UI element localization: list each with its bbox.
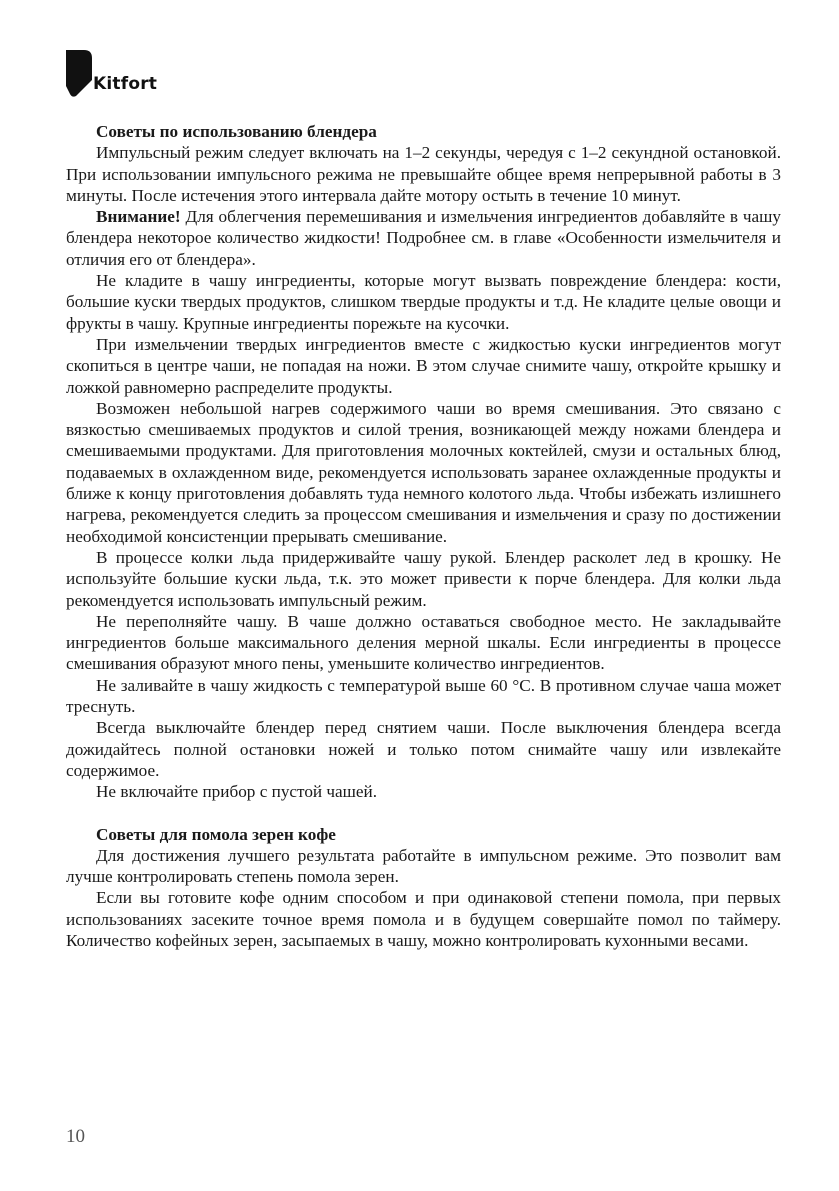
section-title: Советы для помола зерен кофе (96, 824, 336, 844)
warning-label: Внимание! (96, 207, 181, 227)
page-number: 10 (66, 1126, 85, 1147)
section-spacer (66, 803, 781, 824)
paragraph: Для достижения лучшего результата работайте в импульсном режиме. Это позволит вам лучше контролировать степень помола зерен. (66, 845, 781, 887)
paragraph: Импульсный режим следует включать на 1–2 секунды, чередуя с 1–2 секундной остановкой. При использовании импульсного режима не превышайте общее время непрерывной работы в 3 минуты. После истечения этого интервала дайте мотору остыть в течение 10 минут. (66, 143, 781, 205)
kitfort-logo (66, 50, 186, 100)
paragraph: При измельчении твердых ингредиентов вместе с жидкостью куски ингредиентов могут скопиться в центре чаши, не попадая на ножи. В этом случае снимите чашу, откройте крышку и ложкой равномерно распределите продукты. (66, 334, 781, 397)
paragraph: Если вы готовите кофе одним способом и при одинаковой степени помола, при первых использованиях засеките точное время помола и в будущем совершайте помол по таймеру. Количество кофейных зерен, засыпаемых в чашу, можно контролировать кухонными весами. (66, 888, 781, 950)
paragraph-warning (66, 206, 781, 270)
paragraph: Не переполняйте чашу. В чаше должно оставаться свободное место. Не закладывайте ингредиентов больше максимального деления мерной шкалы. Если ингредиенты в процессе смешивания образуют много пены, уменьшите количество ингредиентов. (66, 611, 781, 674)
paragraph: Всегда выключайте блендер перед снятием чаши. После выключения блендера всегда дожидайтесь полной остановки ножей и только потом снимайте чашу или извлекайте содержимое. (66, 718, 781, 780)
kitfort-logo-mark-icon (66, 50, 92, 98)
warning-text: Для облегчения перемешивания и измельчения ингредиентов добавляйте в чашу блендера некоторое количество жидкости! Подробнее см. в главе «Особенности измельчителя и отличия его от блендера». (66, 207, 781, 269)
paragraph: Не включайте прибор с пустой чашей. (96, 782, 378, 802)
section-title: Советы по использованию блендера (96, 122, 377, 141)
document-body (66, 121, 781, 951)
paragraph: Не заливайте в чашу жидкость с температурой выше 60 °С. В противном случае чаша может треснуть. (66, 675, 781, 717)
brand-name: Kitfort (93, 74, 158, 94)
section-blender-tips (66, 121, 781, 803)
section-coffee-tips (66, 824, 781, 952)
paragraph: Возможен небольшой нагрев содержимого чаши во время смешивания. Это связано с вязкостью смешиваемых продуктов и силой трения, возникающей между ножами блендера и смешиваемыми продуктами. Для приготовления молочных коктейлей, смузи и остальных блюд, подаваемых в охлажденном виде, рекомендуется использовать заранее охлажденные продукты и ближе к концу приготовления добавлять туда немного колотого льда. Чтобы избежать излишнего нагрева, рекомендуется следить за процессом смешивания и измельчения и сразу по достижении необходимой консистенции прерывать смешивание. (66, 398, 781, 546)
paragraph: Не кладите в чашу ингредиенты, которые могут вызвать повреждение блендера: кости, большие куски твердых продуктов, слишком твердые продукты и т.д. Не кладите целые овощи и фрукты в чашу. Крупные ингредиенты порежьте на кусочки. (66, 271, 781, 333)
paragraph: В процессе колки льда придерживайте чашу рукой. Блендер расколет лед в крошку. Не используйте большие куски льда, т.к. это может привести к порче блендера. Для колки льда рекомендуется использовать импульсный режим. (66, 547, 781, 610)
